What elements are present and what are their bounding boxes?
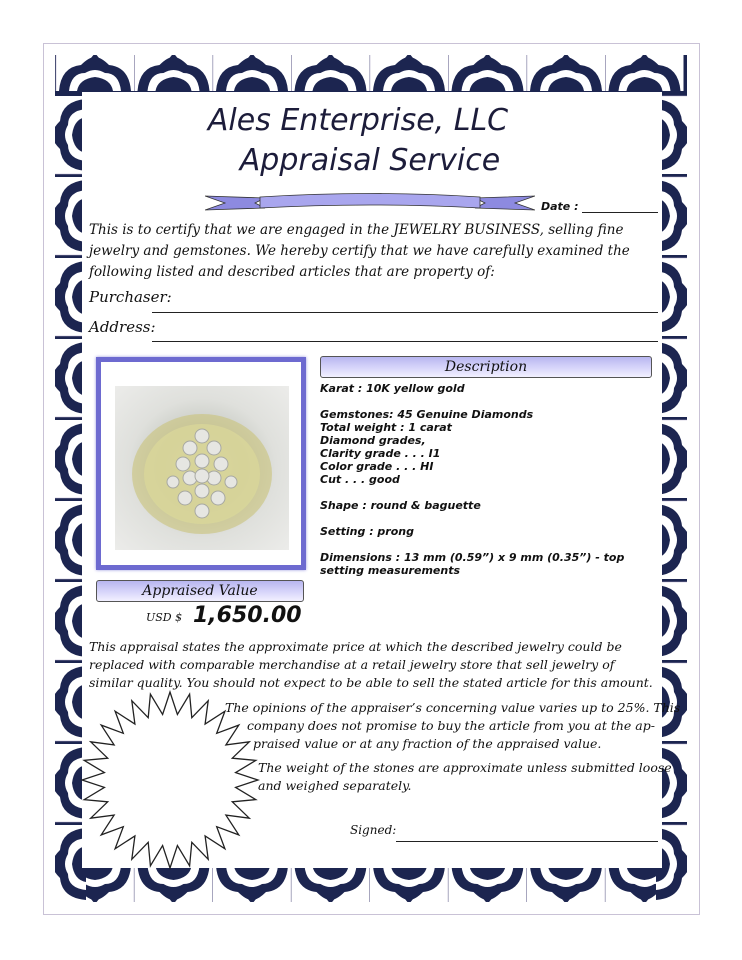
- ornament-tile: [370, 55, 448, 91]
- ornament-tile: [527, 55, 605, 91]
- ornament-tile: [213, 55, 291, 91]
- description-line: Clarity grade . . . I1: [320, 447, 441, 460]
- description-header: Description: [320, 356, 652, 378]
- description-line: Total weight : 1 carat: [320, 421, 452, 434]
- ornament-tile: [292, 55, 370, 91]
- opinion-line-3: praised value or at any fraction of the appraised value.: [253, 736, 602, 751]
- address-field[interactable]: [152, 341, 658, 342]
- intro-text: This is to certify that we are engaged in the JEWELRY BUSINESS, selling fine jewelry and gemstones. We hereby certify that we have carefully examined the following listed and described articles that are property of:: [89, 222, 630, 280]
- description-line: Gemstones: 45 Genuine Diamonds: [320, 408, 534, 421]
- description-line: Diamond grades,: [320, 434, 426, 447]
- date-field[interactable]: [582, 212, 658, 213]
- ornament-tile: [56, 55, 134, 91]
- description-line: Karat : 10K yellow gold: [320, 382, 465, 395]
- appraised-value-header: Appraised Value: [96, 580, 304, 602]
- description-line: Dimensions : 13 mm (0.59”) x 9 mm (0.35”) - top setting measurements: [320, 551, 625, 577]
- address-label: Address:: [89, 318, 156, 336]
- description-line: Setting : prong: [320, 525, 414, 538]
- item-photo-frame: [96, 357, 306, 570]
- purchaser-field[interactable]: [152, 312, 658, 313]
- signature-field[interactable]: [396, 841, 658, 842]
- ornament-tile: [213, 866, 291, 902]
- description-line: [320, 486, 670, 499]
- currency-label: USD $: [146, 611, 183, 624]
- description-line: [320, 538, 670, 551]
- ring-image: [115, 386, 289, 550]
- ring-photo: [115, 386, 289, 550]
- signed-label: Signed:: [350, 823, 397, 837]
- description-line: Color grade . . . HI: [320, 460, 434, 473]
- seal-starburst: [80, 690, 260, 870]
- description-line: Cut . . . good: [320, 473, 400, 486]
- ornament-tile: [135, 55, 213, 91]
- weight-note-line-2: and weighed separately.: [258, 778, 412, 793]
- description-details: [320, 382, 670, 577]
- opinion-line-1: The opinions of the appraiser’s concerning value varies up to 25%. This: [225, 700, 681, 715]
- opinion-line-2: company does not promise to buy the article from you at the ap-: [247, 718, 655, 733]
- starburst-outline: [82, 692, 258, 868]
- weight-note-line-1: The weight of the stones are approximate unless submitted loose: [258, 760, 672, 775]
- ornament-tile: [449, 866, 527, 902]
- date-label: Date :: [541, 200, 579, 213]
- ribbon-banner: [205, 190, 535, 216]
- ornament-tile: [292, 866, 370, 902]
- disclaimer-text: This appraisal states the approximate price at which the described jewelry could be replaced with comparable merchandise at a retail jewelry store that sell jewelry of similar quality. You should not expect to be able to sell the stated article for this amount.: [89, 639, 653, 690]
- ornament-tile: [449, 55, 527, 91]
- ornament-tile: [606, 55, 684, 91]
- ornament-tile: [527, 866, 605, 902]
- service-title: Appraisal Service: [239, 143, 501, 178]
- description-line: [320, 395, 670, 408]
- ornament-tile: [135, 866, 213, 902]
- description-line: Shape : round & baguette: [320, 499, 481, 512]
- description-line: [320, 512, 670, 525]
- appraised-amount: 1,650.00: [193, 603, 302, 628]
- ornament-tile: [370, 866, 448, 902]
- purchaser-label: Purchaser:: [89, 288, 172, 306]
- company-name: Ales Enterprise, LLC: [207, 103, 509, 138]
